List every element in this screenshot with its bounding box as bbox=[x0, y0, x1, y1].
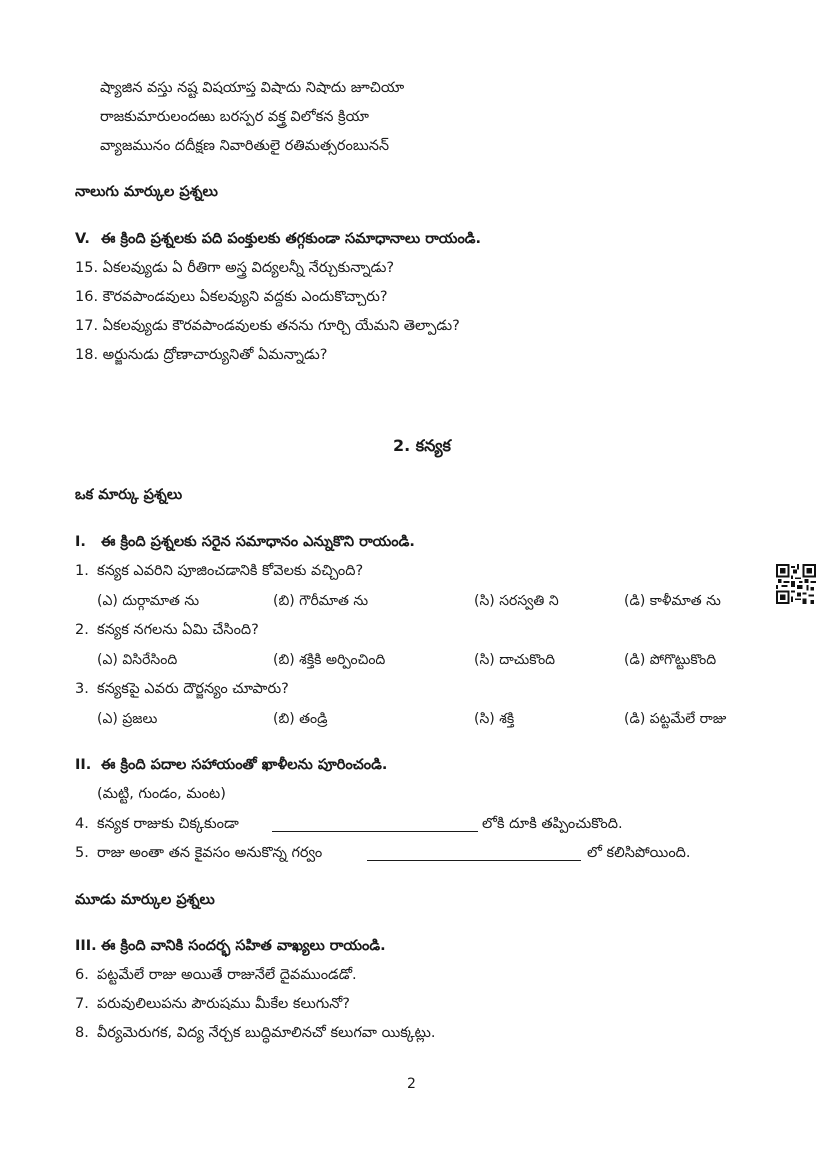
mcq-1-option-b: (బి) గౌరీమాత ను bbox=[273, 593, 369, 609]
question-15: 15. ఏకలవ్యుడు ఏ రీతిగా అస్త్ర విద్యలన్నీ నేర్చుకున్నాడు? bbox=[75, 260, 395, 276]
qr-code-icon bbox=[776, 564, 816, 608]
page-number: 2 bbox=[407, 1076, 416, 1092]
part-1-instruction: ఈ క్రింది ప్రశ్నలకు సరైన సమాధానం ఎన్నుకొని రాయండి. bbox=[101, 534, 415, 550]
context-7-number: 7. bbox=[75, 996, 89, 1012]
mcq-3-option-d: (డి) పట్టమేలే రాజు bbox=[624, 711, 727, 727]
fill-4-before: కన్యక రాజుకు చిక్కకుండా bbox=[97, 816, 239, 832]
section-heading-one-mark: ఒక మార్కు ప్రశ్నలు bbox=[75, 487, 183, 503]
question-18: 18. అర్జునుడు ద్రోణాచార్యునితో ఏమన్నాడు? bbox=[75, 347, 328, 363]
mcq-3-option-c: (సి) శక్తి bbox=[474, 711, 515, 727]
context-8-text: వీర్యమెరుగక, విద్య నేర్చక బుద్ధిమాలినచో కలుగవా యిక్కట్లు. bbox=[97, 1025, 436, 1041]
fill-5-blank[interactable] bbox=[367, 860, 581, 861]
mcq-2-question: కన్యక నగలను ఏమి చేసింది? bbox=[97, 622, 259, 638]
mcq-3-option-a: (ఎ) ప్రజలు bbox=[97, 711, 158, 727]
mcq-2-option-c: (సి) దాచుకొంది bbox=[474, 652, 556, 668]
fill-4-blank[interactable] bbox=[272, 831, 478, 832]
mcq-1-question: కన్యక ఎవరిని పూజించడానికి కోవెలకు వచ్చింది? bbox=[97, 563, 364, 579]
question-16: 16. కౌరవపాండవులు ఏకలవ్యుని వద్దకు ఎందుకొచ్చారు? bbox=[75, 289, 388, 305]
mcq-1-option-c: (సి) సరస్వతి ని bbox=[474, 593, 559, 609]
verse-line-3: వ్యాజమునం దదీక్షణ నివారితులై రతిమత్సరంబునన్ bbox=[100, 138, 390, 154]
part-3-instruction: ఈ క్రింది వానికి సందర్భ సహిత వాఖ్యలు రాయండి. bbox=[101, 938, 386, 954]
fill-5-after: లో కలిసిపోయింది. bbox=[587, 845, 691, 861]
section-heading-three-marks: మూడు మార్కుల ప్రశ్నలు bbox=[75, 892, 215, 908]
fill-5-before: రాజు అంతా తన కైవసం అనుకొన్న గర్వం bbox=[97, 845, 323, 861]
question-17: 17. ఏకలవ్యుడు కౌరవపాండవులకు తనను గూర్చి యేమని తెల్పాడు? bbox=[75, 318, 460, 334]
fill-5-number: 5. bbox=[75, 845, 89, 861]
part-5-number: V. bbox=[75, 231, 90, 247]
mcq-2-option-b: (బి) శక్తికి అర్పించింది bbox=[273, 652, 386, 668]
fill-4-after: లోకి దూకి తప్పించుకొంది. bbox=[482, 816, 623, 832]
part-2-number: II. bbox=[75, 757, 92, 773]
section-heading-four-marks: నాలుగు మార్కుల ప్రశ్నలు bbox=[75, 184, 218, 200]
mcq-2-option-a: (ఎ) విసిరేసింది bbox=[97, 652, 178, 668]
mcq-3-question: కన్యకపై ఎవరు దౌర్జన్యం చూపారు? bbox=[97, 681, 289, 697]
mcq-2-number: 2. bbox=[75, 622, 89, 638]
mcq-1-option-a: (ఎ) దుర్గామాత ను bbox=[97, 593, 200, 609]
part-5-instruction: ఈ క్రింది ప్రశ్నలకు పది పంక్తులకు తగ్గకుండా సమాధానాలు రాయండి. bbox=[101, 231, 482, 247]
part-2-instruction: ఈ క్రింది పదాల సహాయంతో ఖాళీలను పూరించండి. bbox=[101, 757, 388, 773]
fill-4-number: 4. bbox=[75, 816, 89, 832]
mcq-2-option-d: (డి) పోగొట్టుకొంది bbox=[624, 652, 717, 668]
part-3-number: III. bbox=[75, 938, 97, 954]
context-6-number: 6. bbox=[75, 967, 89, 983]
mcq-1-option-d: (డి) కాళీమాత ను bbox=[624, 593, 721, 609]
part-1-number: I. bbox=[75, 534, 86, 550]
context-8-number: 8. bbox=[75, 1025, 89, 1041]
verse-line-1: ష్యాజిన వస్తు నష్ట విషయాప్త విషాదు నిషాదు జూచియా bbox=[100, 80, 405, 96]
mcq-1-number: 1. bbox=[75, 563, 89, 579]
mcq-3-option-b: (బి) తండ్రి bbox=[273, 711, 328, 727]
lesson-title: 2. కన్యక bbox=[393, 436, 451, 455]
verse-line-2: రాజకుమారులందఱు బరస్పర వక్త్ర విలోకన క్రియా bbox=[100, 109, 369, 125]
context-6-text: పట్టమేలే రాజు అయితే రాజునేలే దైవముండడో. bbox=[97, 967, 357, 983]
context-7-text: పరువులిలుపను పౌరుషము మీకేల కలుగునో? bbox=[97, 996, 350, 1012]
mcq-3-number: 3. bbox=[75, 681, 89, 697]
word-bank: (మట్టి, గుండం, మంట) bbox=[97, 786, 226, 802]
